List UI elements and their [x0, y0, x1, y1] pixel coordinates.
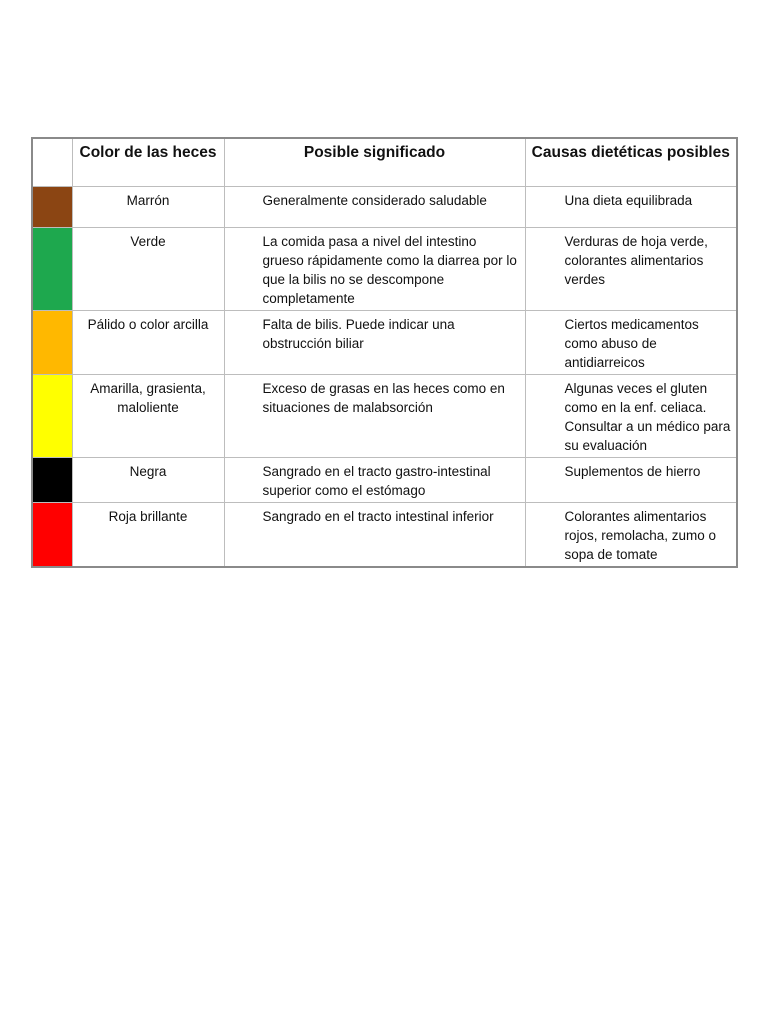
header-causes: Causas dietéticas posibles [525, 138, 737, 187]
color-name: Verde [72, 228, 224, 311]
meaning-text: Falta de bilis. Puede indicar una obstrucción biliar [224, 311, 525, 375]
header-color: Color de las heces [72, 138, 224, 187]
cause-text: Algunas veces el gluten como en la enf. celiaca. Consultar a un médico para su evaluación [525, 375, 737, 458]
color-name: Roja brillante [72, 503, 224, 568]
meaning-text: Generalmente considerado saludable [224, 187, 525, 228]
color-name: Negra [72, 458, 224, 503]
swatch-yellow [32, 375, 72, 458]
meaning-text: Sangrado en el tracto gastro-intestinal superior como el estómago [224, 458, 525, 503]
header-row [32, 138, 737, 187]
table-row [32, 228, 737, 311]
header-swatch [32, 138, 72, 187]
cause-text: Ciertos medicamentos como abuso de antidiarreicos [525, 311, 737, 375]
color-name: Pálido o color arcilla [72, 311, 224, 375]
cause-text: Verduras de hoja verde, colorantes alimentarios verdes [525, 228, 737, 311]
table-row [32, 458, 737, 503]
swatch-green [32, 228, 72, 311]
header-meaning: Posible significado [224, 138, 525, 187]
swatch-brown [32, 187, 72, 228]
cause-text: Una dieta equilibrada [525, 187, 737, 228]
table-row [32, 187, 737, 228]
stool-color-table [31, 137, 738, 568]
swatch-pale [32, 311, 72, 375]
meaning-text: La comida pasa a nivel del intestino grueso rápidamente como la diarrea por lo que la bilis no se descompone completamente [224, 228, 525, 311]
table-row [32, 311, 737, 375]
meaning-text: Exceso de grasas en las heces como en situaciones de malabsorción [224, 375, 525, 458]
swatch-red [32, 503, 72, 568]
cause-text: Suplementos de hierro [525, 458, 737, 503]
cause-text: Colorantes alimentarios rojos, remolacha, zumo o sopa de tomate [525, 503, 737, 568]
meaning-text: Sangrado en el tracto intestinal inferior [224, 503, 525, 568]
color-name: Marrón [72, 187, 224, 228]
table-row [32, 375, 737, 458]
table-row [32, 503, 737, 568]
color-name: Amarilla, grasienta, maloliente [72, 375, 224, 458]
swatch-black [32, 458, 72, 503]
